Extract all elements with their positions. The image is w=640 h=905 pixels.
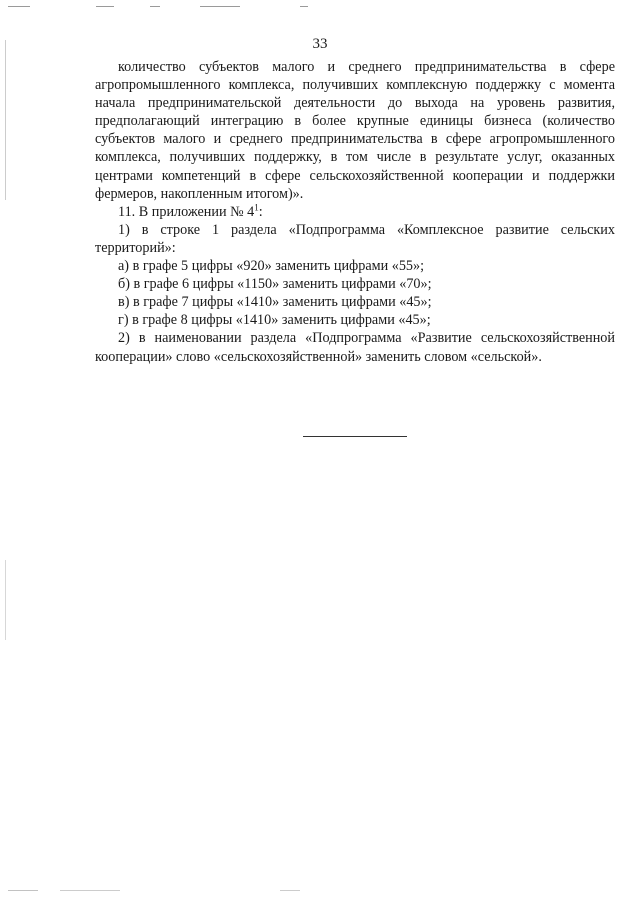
document-body [95, 58, 615, 366]
item-11-superscript: 1 [254, 202, 259, 213]
end-divider-line [303, 436, 407, 437]
scan-mark [60, 890, 120, 891]
scan-mark [8, 890, 38, 891]
paragraph-subitem-g: г) в графе 8 цифры «1410» заменить цифрами «45»; [118, 312, 431, 329]
paragraph-subitem-b: б) в графе 6 цифры «1150» заменить цифрами «70»; [118, 276, 432, 293]
paragraph-indicator-continuation: количество субъектов малого и среднего предпринимательства в сфере агропромышленного комплекса, получивших комплексную поддержку с момента начала предпринимательской деятельности до выхода на уровень развития, предполагающий интеграцию в более крупные единицы бизнеса (количество субъектов малого и среднего предпринимательства в сфере агропромышленного комплекса, получивших поддержку, в том числе в результате услуг, оказанных центрами компетенций в сфере сельскохозяйственной кооперации и поддержки фермеров, накопленным итогом)». [95, 59, 615, 202]
paragraph-subitem-a: а) в графе 5 цифры «920» заменить цифрами «55»; [118, 258, 425, 275]
scan-mark [200, 6, 240, 7]
scan-mark [5, 40, 6, 200]
scan-mark [150, 6, 160, 7]
scan-mark [280, 890, 300, 891]
scan-mark [300, 6, 308, 7]
paragraph-subitem-2: 2) в наименовании раздела «Подпрограмма «Развитие сельскохозяйственной кооперации» слово «сельскохозяйственной» заменить словом «сельской». [95, 330, 615, 365]
paragraph-subitem-1: 1) в строке 1 раздела «Подпрограмма «Комплексное развитие сельских территорий»: [95, 221, 615, 256]
item-11-text: 11. В приложении № 4 [118, 203, 255, 220]
item-11-colon: : [258, 203, 263, 220]
scan-mark [5, 560, 6, 640]
scan-mark [8, 6, 30, 7]
paragraph-item-11 [95, 203, 615, 221]
scan-mark [96, 6, 114, 7]
paragraph-subitem-v: в) в графе 7 цифры «1410» заменить цифрами «45»; [118, 294, 432, 311]
page-number: 33 [312, 36, 328, 52]
